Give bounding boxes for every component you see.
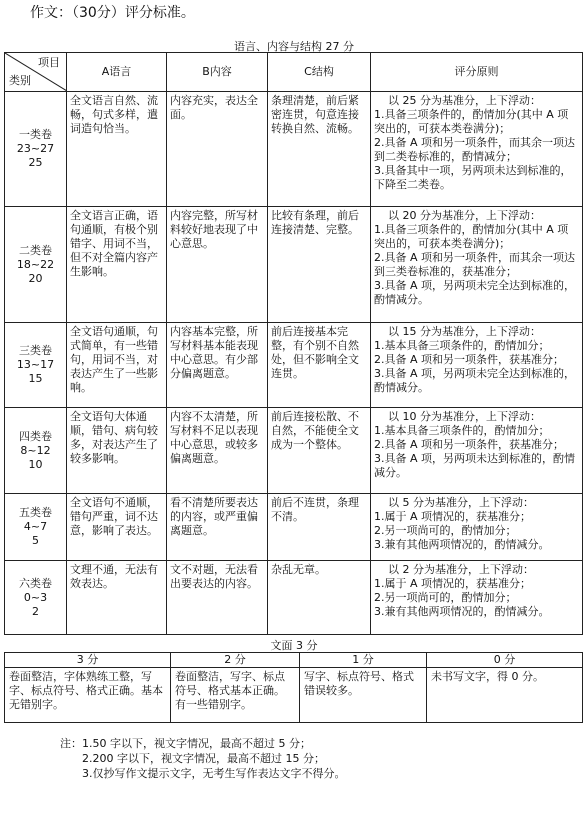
category-cell bbox=[5, 494, 67, 561]
content-cell: 内容不太清楚，所写材料不足以表现中心意思，或较多偏离题意。 bbox=[167, 408, 268, 494]
face-desc-1: 写字、标点符号、格式错误较多。 bbox=[300, 668, 427, 723]
face-header-row bbox=[5, 653, 583, 668]
category-base: 5 bbox=[32, 534, 39, 547]
principle-line: 1.属于 A 项情况的，获基准分； bbox=[374, 577, 532, 590]
face-score-3: 3 分 bbox=[5, 653, 171, 668]
principle-line: 1.属于 A 项情况的，获基准分； bbox=[374, 510, 532, 523]
structure-cell: 杂乱无章。 bbox=[268, 561, 371, 635]
face-desc-0: 未书写文字，得 0 分。 bbox=[427, 668, 583, 723]
principle-line: 2.另一项尚可的，酌情加分； bbox=[374, 524, 517, 537]
note-2: 2.200 字以下，视文字情况，最高不超过 15 分； bbox=[82, 752, 325, 765]
category-range: 4~7 bbox=[23, 520, 48, 533]
principle-line: 3.具备 A 项，另两项未完全达到标准的，酌情减分。 bbox=[374, 367, 576, 394]
content-cell: 内容完整，所写材料较好地表现了中心意思。 bbox=[167, 207, 268, 323]
principle-cell bbox=[371, 494, 583, 561]
principle-line: 以 10 分为基准分，上下浮动： bbox=[388, 410, 541, 423]
language-cell: 文理不通，无法有效表达。 bbox=[67, 561, 167, 635]
category-name: 六类卷 bbox=[19, 576, 52, 590]
principle-line: 3.兼有其他两项情况的，酌情减分。 bbox=[374, 605, 550, 618]
face-desc-2: 卷面整洁，写字、标点符号、格式基本正确。有一些错别字。 bbox=[171, 668, 300, 723]
principle-line: 3.具备 A 项，另两项未完全达到标准的，酌情减分。 bbox=[374, 279, 576, 306]
principle-line: 1.具备三项条件的，酌情加分(其中 A 项突出的，可获本类卷满分)； bbox=[374, 223, 569, 250]
category-range: 13~17 bbox=[16, 358, 55, 371]
header-content: B内容 bbox=[167, 53, 268, 92]
structure-cell: 比较有条理，前后连接清楚、完整。 bbox=[268, 207, 371, 323]
category-cell bbox=[5, 92, 67, 207]
category-name: 四类卷 bbox=[19, 429, 52, 443]
category-base: 2 bbox=[32, 604, 39, 618]
table-body bbox=[5, 92, 583, 635]
header-structure: C结构 bbox=[268, 53, 371, 92]
structure-cell: 前后连接基本完整，有个别不自然处，但不影响全文连贯。 bbox=[268, 323, 371, 408]
principle-line: 以 15 分为基准分，上下浮动： bbox=[388, 325, 541, 338]
note-1: 注：1.50 字以下，视文字情况，最高不超过 5 分； bbox=[60, 737, 311, 750]
principle-line: 2.具备 A 项和另一项条件，而其余一项达到二类卷标准的，酌情减分； bbox=[374, 136, 576, 163]
category-name: 三类卷 bbox=[19, 344, 52, 357]
content-table-caption: 语言、内容与结构 27 分 bbox=[234, 40, 354, 53]
language-cell: 全文语句通顺，句式简单，有一些错句，用词不当，对表达产生了一些影响。 bbox=[67, 323, 167, 408]
notes bbox=[60, 736, 346, 781]
corner-header-cell bbox=[5, 53, 67, 92]
face-score-0: 0 分 bbox=[427, 653, 583, 668]
category-range: 18~22 bbox=[16, 257, 55, 271]
structure-cell: 条理清楚，前后紧密连贯，句意连接转换自然、流畅。 bbox=[268, 92, 371, 207]
content-cell: 看不清楚所要表达的内容，或严重偏离题意。 bbox=[167, 494, 268, 561]
principle-cell bbox=[371, 561, 583, 635]
principle-line: 2.另一项尚可的，酌情加分； bbox=[374, 591, 517, 604]
category-range: 0~3 bbox=[23, 590, 48, 604]
principle-line: 3.兼有其他两项情况的，酌情减分。 bbox=[374, 538, 550, 551]
principle-line: 1.基本具备三项条件的，酌情加分； bbox=[374, 339, 550, 352]
table-row bbox=[5, 92, 583, 207]
principle-line: 2.具备 A 项和另一项条件，获基准分； bbox=[374, 438, 565, 451]
category-name: 五类卷 bbox=[19, 506, 52, 519]
principle-cell bbox=[371, 92, 583, 207]
face-score-1: 1 分 bbox=[300, 653, 427, 668]
category-cell bbox=[5, 323, 67, 408]
principle-line: 2.具备 A 项和另一项条件，而其余一项达到三类卷标准的，获基准分； bbox=[374, 251, 576, 278]
category-range: 23~27 bbox=[16, 142, 55, 155]
principle-line: 3.具备其中一项，另两项未达到标准的，下降至二类卷。 bbox=[374, 164, 572, 191]
face-desc-3: 卷面整洁，字体熟练工整，写字、标点符号、格式正确。基本无错别字。 bbox=[5, 668, 171, 723]
table-row bbox=[5, 408, 583, 494]
principle-line: 以 5 分为基准分，上下浮动： bbox=[388, 496, 534, 509]
principle-line: 以 25 分为基准分，上下浮动： bbox=[388, 94, 541, 107]
content-scoring-table bbox=[4, 52, 583, 635]
category-range: 8~12 bbox=[20, 443, 51, 457]
corner-label-item: 项目 bbox=[38, 56, 60, 69]
language-cell: 全文语句不通顺，错句严重，词不达意，影响了表达。 bbox=[67, 494, 167, 561]
language-cell: 全文语言自然、流畅，句式多样，遣词造句恰当。 bbox=[67, 92, 167, 207]
principle-line: 2.具备 A 项和另一项条件，获基准分； bbox=[374, 353, 565, 366]
principle-line: 以 2 分为基准分，上下浮动： bbox=[388, 563, 534, 576]
content-cell: 文不对题，无法看出要表达的内容。 bbox=[167, 561, 268, 635]
language-cell: 全文语句大体通顺，错句、病句较多，对表达产生了较多影响。 bbox=[67, 408, 167, 494]
table-row bbox=[5, 207, 583, 323]
category-base: 10 bbox=[28, 457, 43, 471]
principle-line: 1.基本具备三项条件的，酌情加分； bbox=[374, 424, 550, 437]
category-base: 15 bbox=[28, 372, 43, 385]
header-principle: 评分原则 bbox=[371, 53, 583, 92]
category-cell bbox=[5, 561, 67, 635]
category-cell bbox=[5, 207, 67, 323]
language-cell: 全文语言正确，语句通顺，有极个别错字、用词不当，但不对全篇内容产生影响。 bbox=[67, 207, 167, 323]
principle-cell bbox=[371, 408, 583, 494]
structure-cell: 前后不连贯，条理不清。 bbox=[268, 494, 371, 561]
table-row bbox=[5, 494, 583, 561]
table-header-row bbox=[5, 53, 583, 92]
face-table-caption: 文面 3 分 bbox=[270, 639, 318, 652]
category-name: 二类卷 bbox=[19, 243, 52, 257]
principle-line: 以 20 分为基准分，上下浮动： bbox=[388, 209, 541, 222]
category-base: 25 bbox=[28, 156, 43, 169]
principle-line: 3.具备 A 项，另两项未达到标准的，酌情减分。 bbox=[374, 452, 576, 479]
face-score-2: 2 分 bbox=[171, 653, 300, 668]
table-row bbox=[5, 323, 583, 408]
face-desc-row bbox=[5, 668, 583, 723]
category-name: 一类卷 bbox=[19, 128, 52, 141]
note-3: 3.仅抄写作文提示文字，无考生写作表达文字不得分。 bbox=[82, 767, 346, 780]
principle-cell bbox=[371, 207, 583, 323]
header-language: A语言 bbox=[67, 53, 167, 92]
corner-label-category: 类别 bbox=[9, 74, 31, 87]
principle-line: 1.具备三项条件的，酌情加分(其中 A 项突出的，可获本类卷满分)； bbox=[374, 108, 569, 135]
structure-cell: 前后连接松散、不自然，不能使全文成为一个整体。 bbox=[268, 408, 371, 494]
face-scoring-table bbox=[4, 652, 583, 723]
table-row bbox=[5, 561, 583, 635]
content-cell: 内容基本完整，所写材料基本能表现中心意思。有少部分偏离题意。 bbox=[167, 323, 268, 408]
principle-cell bbox=[371, 323, 583, 408]
content-cell: 内容充实，表达全面。 bbox=[167, 92, 268, 207]
category-base: 20 bbox=[28, 271, 43, 285]
page-title: 作文：（30分）评分标准。 bbox=[30, 5, 195, 21]
category-cell bbox=[5, 408, 67, 494]
